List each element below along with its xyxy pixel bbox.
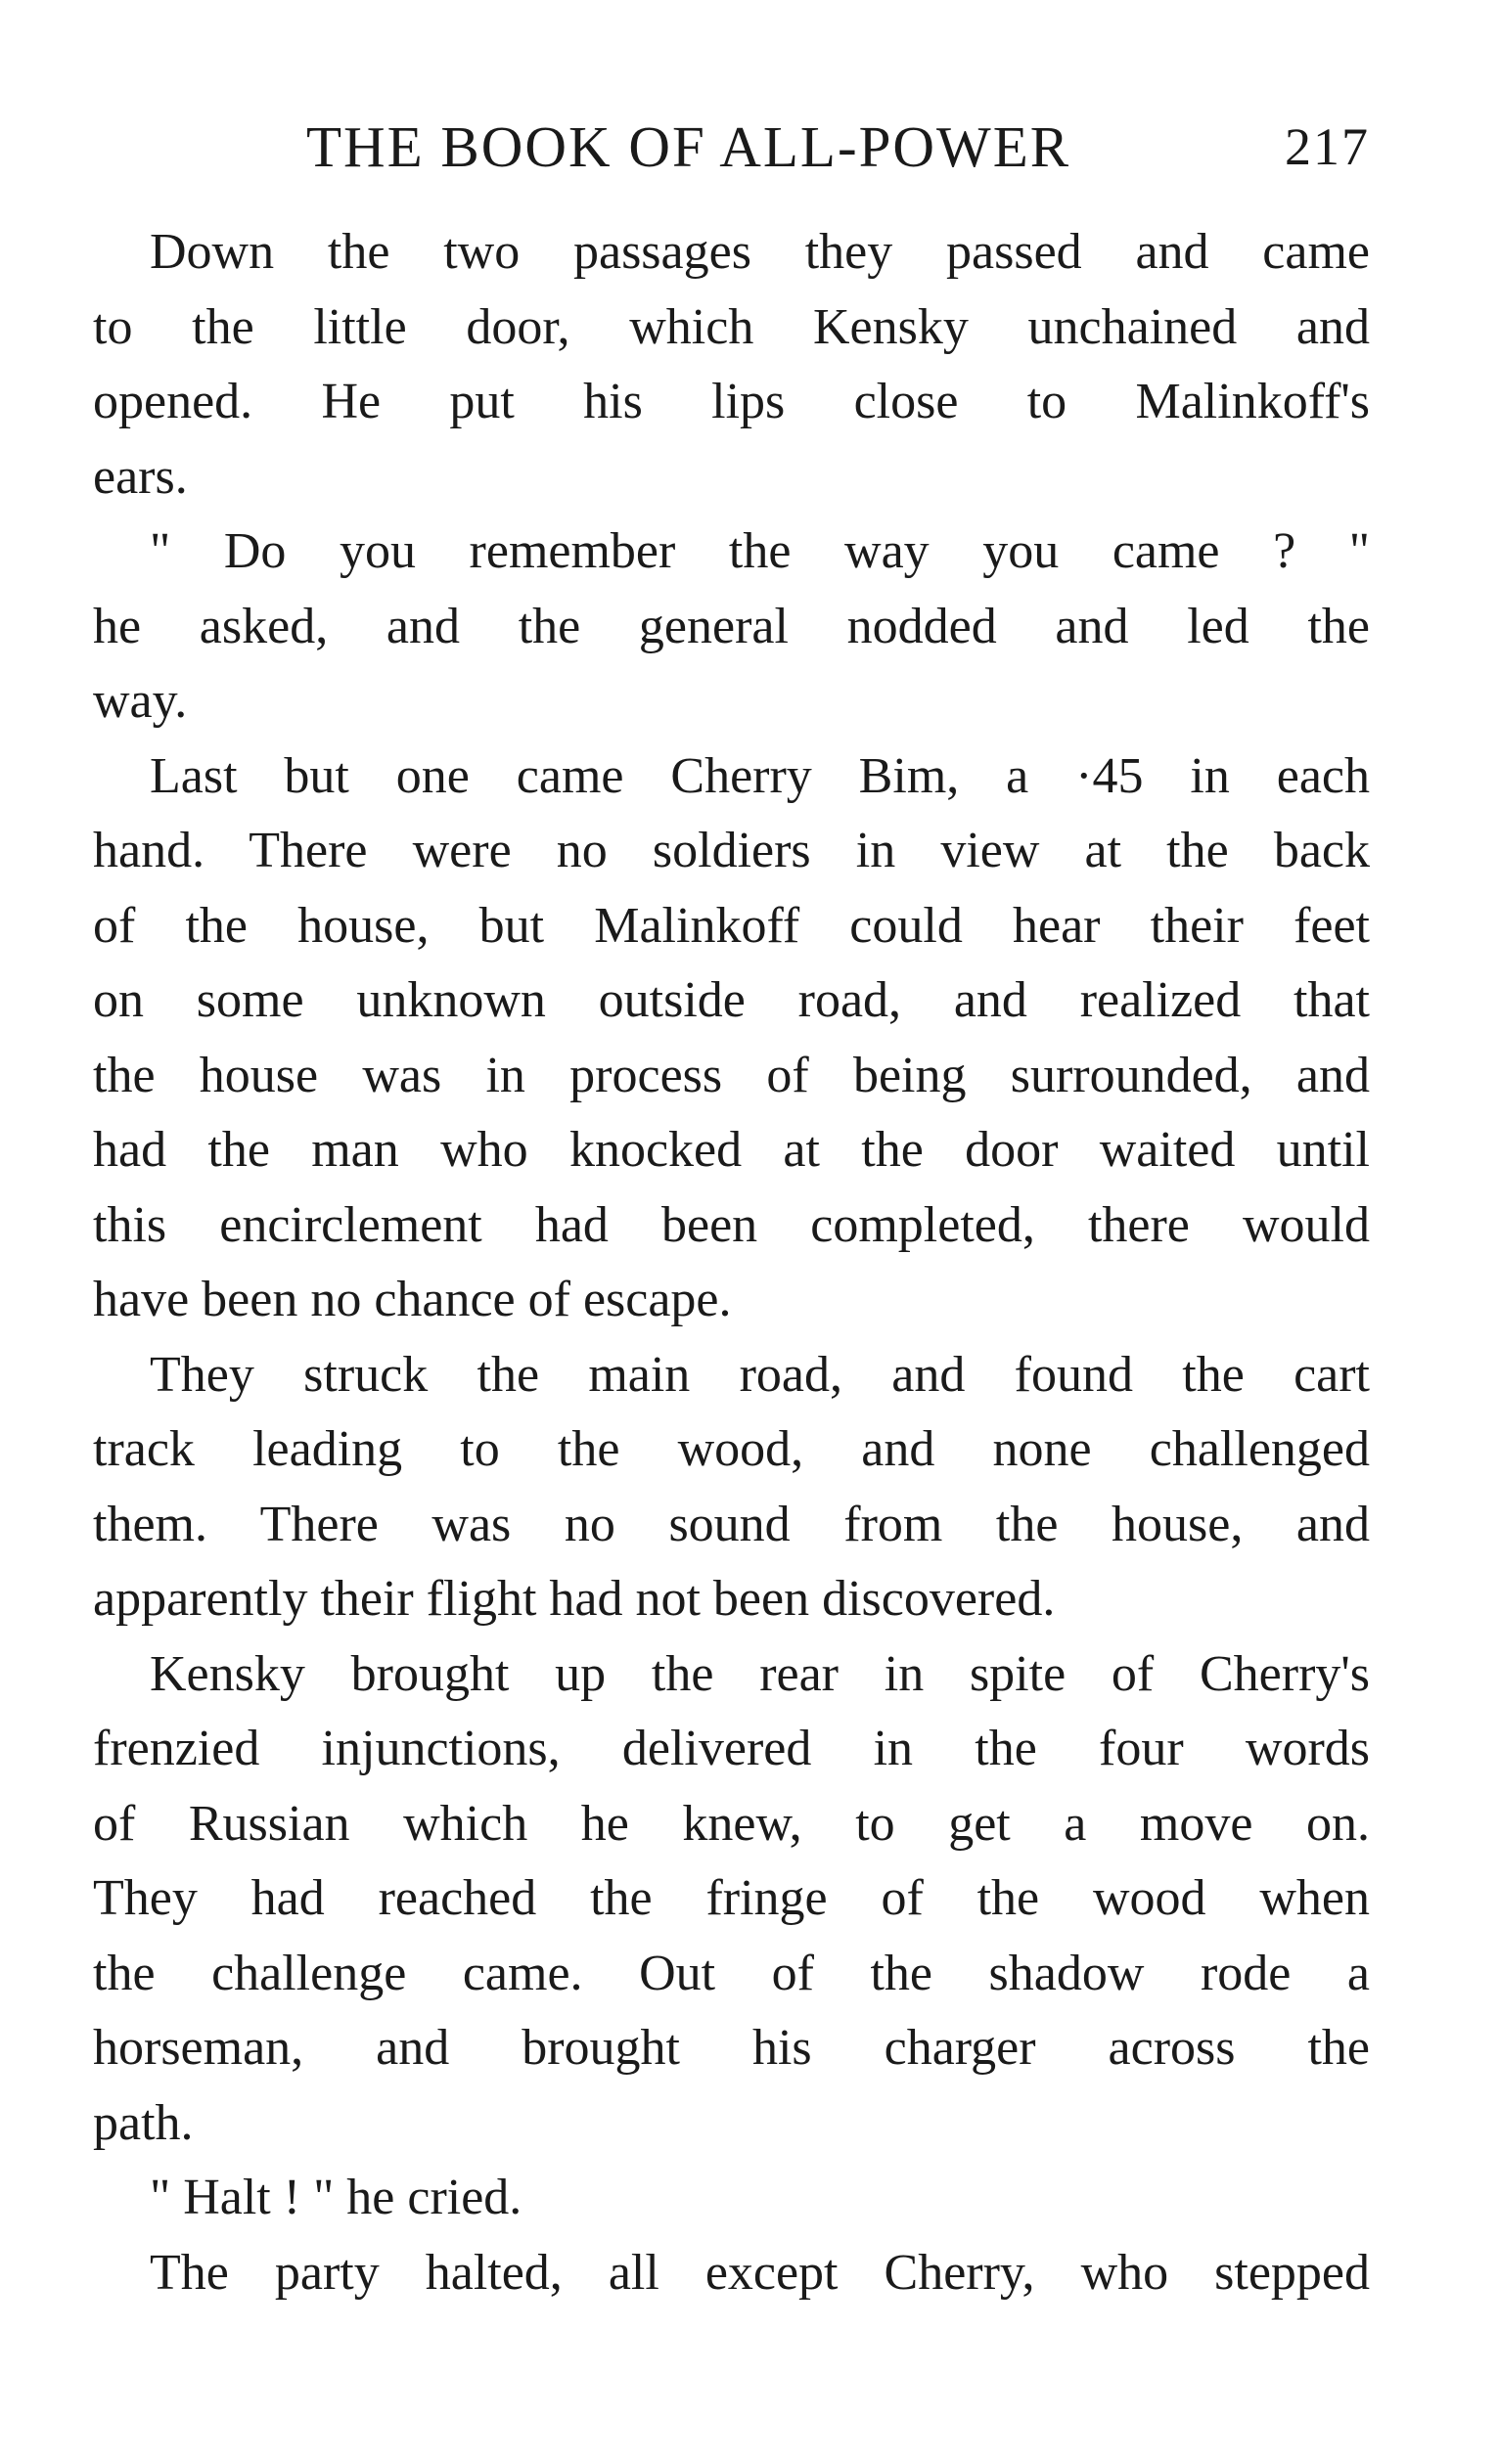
- text-line: way.: [93, 673, 188, 729]
- text-line: hand. There were no soldiers in view at the back: [93, 823, 1370, 878]
- text-line: Kensky brought up the rear in spite of Cherry's: [150, 1645, 1370, 1702]
- page-number: 217: [1285, 117, 1370, 176]
- text-line: ears.: [93, 448, 188, 505]
- text-line: They struck the main road, and found the cart: [150, 1346, 1370, 1403]
- text-line: on some unknown outside road, and realized that: [93, 972, 1370, 1028]
- text-line: The party halted, all except Cherry, who stepped: [150, 2244, 1370, 2301]
- running-head: [93, 108, 1370, 186]
- text-line: apparently their flight had not been discovered.: [93, 1571, 1056, 1627]
- text-line: Last but one came Cherry Bim, a ·45 in each: [150, 747, 1370, 804]
- text-line: of Russian which he knew, to get a move on.: [93, 1795, 1370, 1852]
- body-text: [93, 215, 1370, 2310]
- text-line: " Halt ! " he cried.: [150, 2170, 522, 2225]
- text-line: opened. He put his lips close to Malinkoff's: [93, 374, 1370, 429]
- text-line: had the man who knocked at the door waited until: [93, 1122, 1370, 1178]
- text-line: They had reached the fringe of the wood when: [93, 1870, 1370, 1926]
- text-line: frenzied injunctions, delivered in the four words: [93, 1721, 1370, 1776]
- running-title: THE BOOK OF ALL-POWER: [306, 114, 1071, 179]
- text-line: track leading to the wood, and none challenged: [93, 1421, 1370, 1477]
- text-line: the challenge came. Out of the shadow rode a: [93, 1945, 1370, 2001]
- text-line: he asked, and the general nodded and led the: [93, 598, 1370, 654]
- text-line: this encirclement had been completed, there would: [93, 1196, 1370, 1253]
- text-line: to the little door, which Kensky unchained and: [93, 298, 1370, 355]
- text-line: have been no chance of escape.: [93, 1272, 732, 1327]
- text-line: path.: [93, 2094, 194, 2151]
- text-line: horseman, and brought his charger across the: [93, 2020, 1370, 2076]
- text-line: them. There was no sound from the house, and: [93, 1496, 1370, 1552]
- text-line: the house was in process of being surrounded, and: [93, 1047, 1370, 1103]
- text-line: of the house, but Malinkoff could hear their feet: [93, 897, 1370, 954]
- text-line: Down the two passages they passed and came: [150, 224, 1370, 280]
- text-line: " Do you remember the way you came ? ": [150, 523, 1370, 579]
